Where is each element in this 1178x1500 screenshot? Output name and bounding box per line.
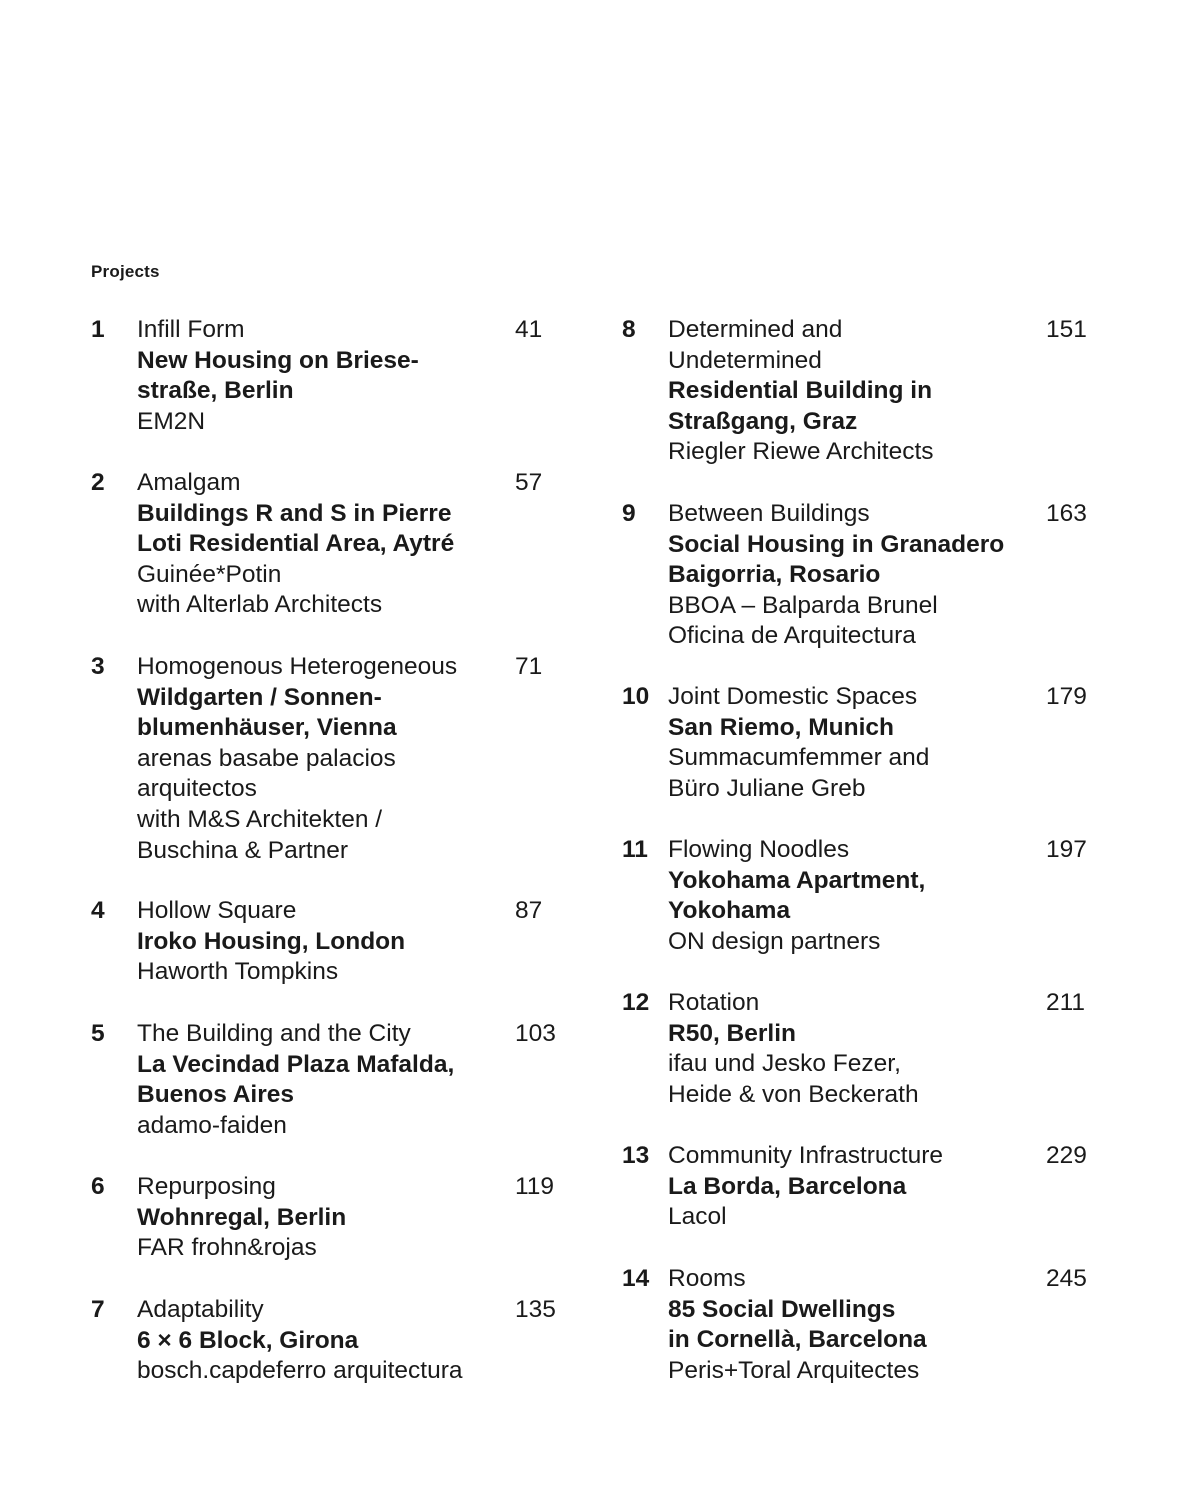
entry-project: Wohnregal, Berlin bbox=[137, 1203, 347, 1231]
entry-page-number: 197 bbox=[1046, 836, 1087, 863]
entry-page-number: 103 bbox=[515, 1020, 556, 1047]
toc-entry[interactable] bbox=[622, 1264, 1087, 1386]
entry-author: Riegler Riewe Architects bbox=[668, 438, 934, 466]
entry-project: Yokohama Apartment, Yokohama bbox=[668, 866, 926, 925]
toc-entry[interactable] bbox=[91, 1019, 556, 1141]
entry-author: Peris+Toral Arquitectes bbox=[668, 1356, 920, 1384]
entry-page-number: 211 bbox=[1046, 989, 1086, 1016]
entry-project: 85 Social Dwellings in Cornellà, Barcelona bbox=[668, 1295, 927, 1354]
section-heading: Projects bbox=[91, 262, 160, 281]
entry-number: 14 bbox=[622, 1265, 650, 1292]
toc-entry[interactable] bbox=[91, 896, 543, 988]
entry-number: 12 bbox=[622, 989, 650, 1016]
entry-theme: Infill Form bbox=[137, 316, 245, 343]
entry-theme: Flowing Noodles bbox=[668, 836, 850, 863]
toc-entry[interactable] bbox=[622, 835, 1087, 957]
entry-theme: Hollow Square bbox=[137, 897, 297, 924]
entry-project: R50, Berlin bbox=[668, 1019, 796, 1047]
toc-entry[interactable] bbox=[622, 1141, 1087, 1233]
entry-project: Iroko Housing, London bbox=[137, 927, 406, 955]
entry-page-number: 41 bbox=[515, 316, 543, 343]
entry-page-number: 57 bbox=[515, 469, 543, 496]
entry-author: ifau und Jesko Fezer, Heide & von Beckerath bbox=[668, 1050, 919, 1108]
entry-author: ON design partners bbox=[668, 927, 881, 955]
entry-theme: Amalgam bbox=[137, 469, 241, 496]
entry-project: La Borda, Barcelona bbox=[668, 1172, 907, 1200]
entry-author: EM2N bbox=[137, 407, 206, 435]
entry-author: bosch.capdeferro arquitectura bbox=[137, 1357, 463, 1385]
entry-number: 10 bbox=[622, 683, 650, 710]
entry-theme: Determined and Undetermined bbox=[668, 316, 843, 374]
entry-number: 9 bbox=[622, 500, 636, 527]
toc-entry[interactable] bbox=[91, 468, 543, 621]
entry-theme: Between Buildings bbox=[668, 500, 870, 527]
entry-number: 11 bbox=[622, 836, 648, 863]
entry-project: 6 × 6 Block, Girona bbox=[137, 1326, 359, 1354]
entry-project: Social Housing in Granadero Baigorria, Rosario bbox=[668, 530, 1005, 589]
entry-number: 5 bbox=[91, 1020, 105, 1047]
entry-author: Summacumfemmer and Büro Juliane Greb bbox=[668, 744, 930, 802]
entry-page-number: 87 bbox=[515, 897, 543, 924]
entry-theme: Adaptability bbox=[137, 1296, 264, 1323]
entry-page-number: 151 bbox=[1046, 316, 1087, 343]
entry-theme: Rooms bbox=[668, 1265, 746, 1292]
entry-page-number: 179 bbox=[1046, 683, 1087, 710]
entry-number: 3 bbox=[91, 653, 105, 680]
entry-theme: Homogenous Heterogeneous bbox=[137, 653, 458, 680]
entry-page-number: 163 bbox=[1046, 500, 1087, 527]
toc-entry[interactable] bbox=[91, 1295, 556, 1387]
entry-author: Guinée*Potin with Alterlab Architects bbox=[137, 560, 383, 619]
toc-entry[interactable] bbox=[91, 315, 543, 437]
entry-author: Haworth Tompkins bbox=[137, 958, 339, 986]
entry-page-number: 135 bbox=[515, 1296, 556, 1323]
entry-page-number: 245 bbox=[1046, 1265, 1087, 1292]
toc-entry[interactable] bbox=[622, 988, 1086, 1110]
entry-page-number: 119 bbox=[515, 1173, 555, 1200]
entry-page-number: 229 bbox=[1046, 1142, 1087, 1169]
entry-number: 2 bbox=[91, 469, 105, 496]
entry-theme: Community Infrastructure bbox=[668, 1142, 944, 1169]
toc-entry[interactable] bbox=[622, 315, 1087, 468]
entry-project: Buildings R and S in Pierre Loti Residential Area, Aytré bbox=[137, 499, 455, 558]
entry-theme: The Building and the City bbox=[137, 1020, 411, 1047]
entry-project: Wildgarten / Sonnen- blumenhäuser, Vienna bbox=[137, 683, 397, 742]
entry-number: 13 bbox=[622, 1142, 650, 1169]
entry-author: FAR frohn&rojas bbox=[137, 1234, 317, 1262]
entry-author: BBOA – Balparda Brunel Oficina de Arquitectura bbox=[668, 591, 938, 650]
entry-author: Lacol bbox=[668, 1203, 727, 1231]
entry-number: 1 bbox=[91, 316, 105, 343]
entry-theme: Rotation bbox=[668, 989, 760, 1016]
entry-number: 4 bbox=[91, 897, 105, 924]
entry-project: San Riemo, Munich bbox=[668, 713, 894, 741]
entry-number: 8 bbox=[622, 316, 636, 343]
entry-number: 7 bbox=[91, 1296, 105, 1323]
entry-project: La Vecindad Plaza Mafalda, Buenos Aires bbox=[137, 1050, 455, 1109]
toc-entry[interactable] bbox=[91, 1172, 555, 1264]
entry-theme: Joint Domestic Spaces bbox=[668, 683, 918, 710]
entry-number: 6 bbox=[91, 1173, 105, 1200]
entry-author: arenas basabe palacios arquitectos with M&S Architekten / Buschina & Partner bbox=[137, 744, 396, 864]
entry-page-number: 71 bbox=[515, 653, 543, 680]
entry-project: Residential Building in Straßgang, Graz bbox=[668, 377, 933, 435]
entry-author: adamo-faiden bbox=[137, 1111, 287, 1139]
toc-entry[interactable] bbox=[91, 652, 543, 866]
entry-project: New Housing on Briese- straße, Berlin bbox=[137, 346, 419, 405]
toc-entry[interactable] bbox=[622, 682, 1087, 804]
entry-theme: Repurposing bbox=[137, 1173, 276, 1200]
toc-entry[interactable] bbox=[622, 499, 1087, 652]
